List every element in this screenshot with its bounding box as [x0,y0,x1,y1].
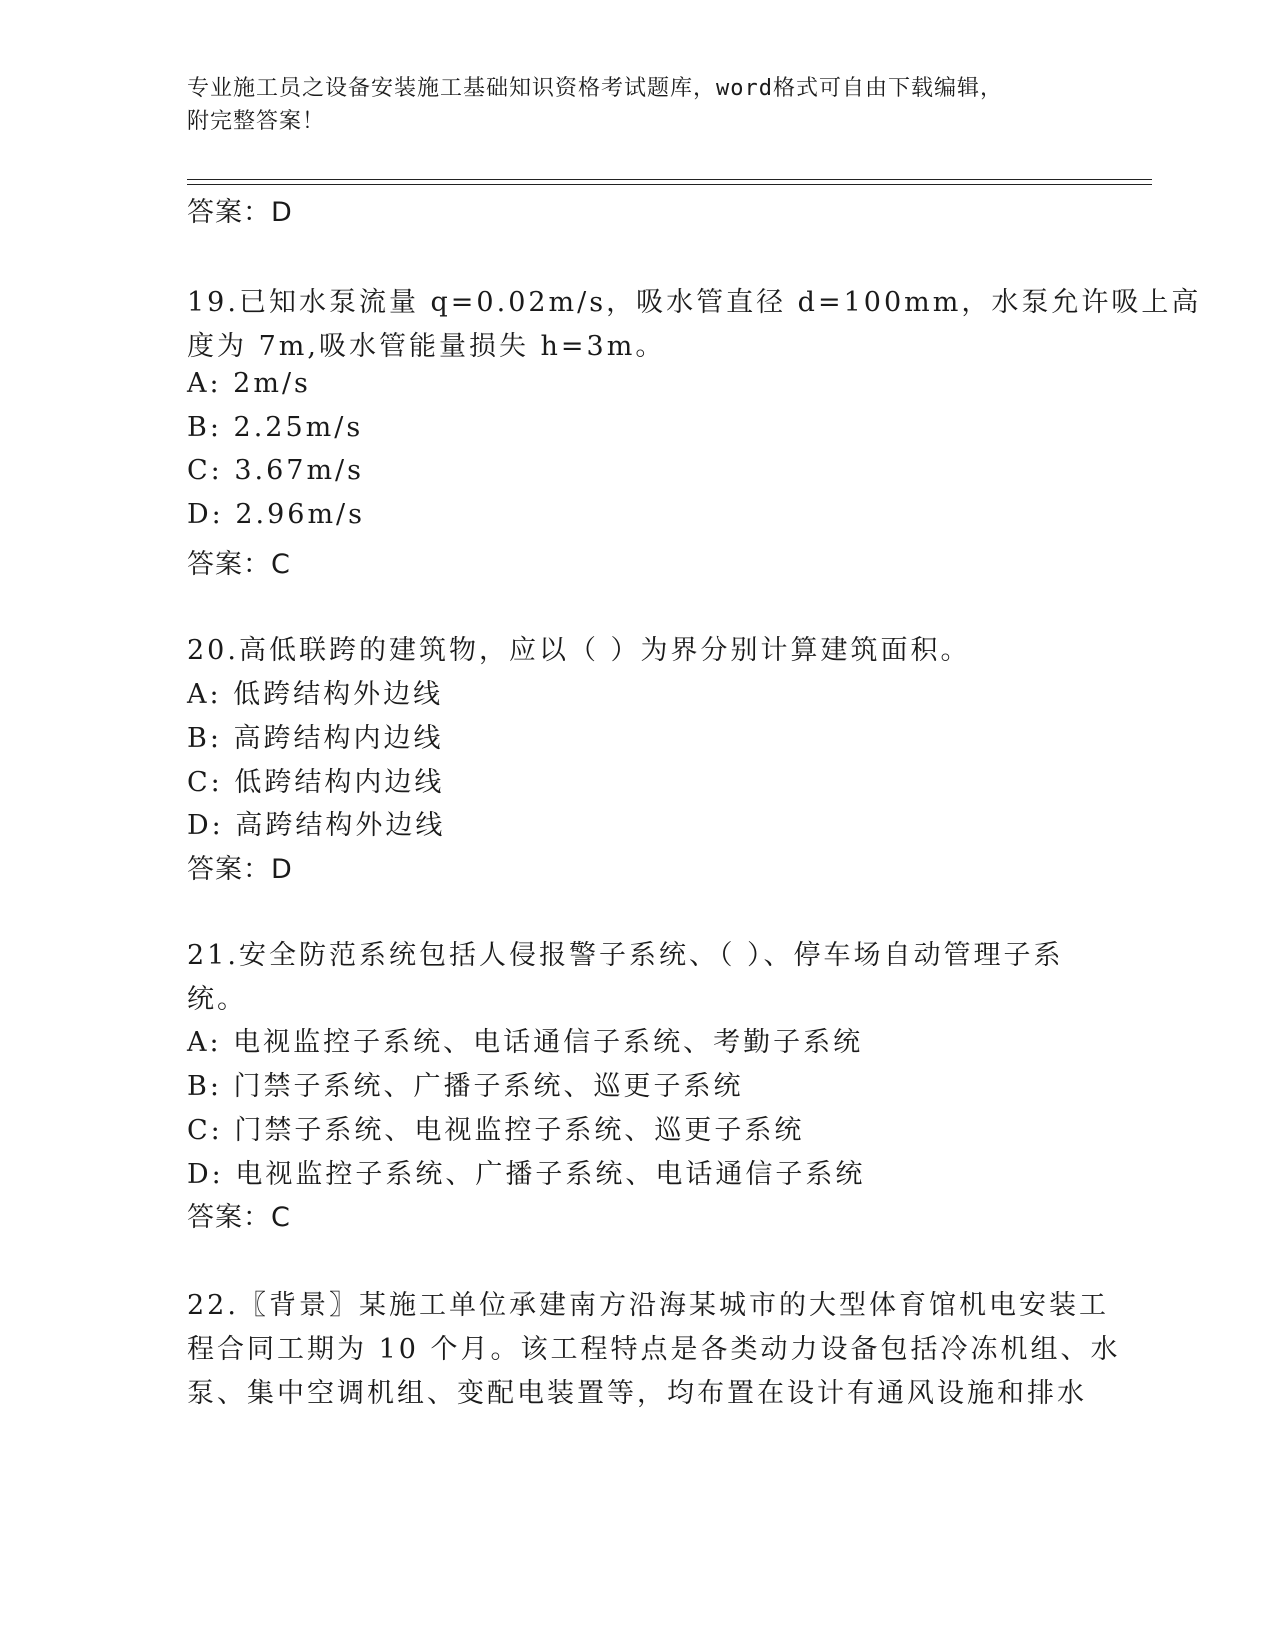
q20-answer: 答案：D [187,854,293,885]
header-line-2: 附完整答案！ [187,109,326,134]
q22-stem-line-1: 22.〖背景〗某施工单位承建南方沿海某城市的大型体育馆机电安装工 [187,1290,1109,1321]
q20-option-a: A: 低跨结构外边线 [187,679,444,710]
q21-option-d: D: 电视监控子系统、广播子系统、电话通信子系统 [187,1159,866,1190]
q21-option-b: B: 门禁子系统、广播子系统、巡更子系统 [187,1071,744,1102]
q19-option-d: D: 2.96m/s [187,499,365,530]
q20-option-c: C: 低跨结构内边线 [187,767,445,798]
q21-option-a: A: 电视监控子系统、电话通信子系统、考勤子系统 [187,1027,864,1058]
q22-stem-line-3: 泵、集中空调机组、变配电装置等，均布置在设计有通风设施和排水 [187,1378,1087,1409]
q19-answer: 答案：C [187,549,291,580]
answer-18: 答案：D [187,197,293,228]
header-line-1: 专业施工员之设备安装施工基础知识资格考试题库，word格式可自由下载编辑， [187,76,1003,101]
q21-answer: 答案：C [187,1202,291,1233]
q22-stem-line-2: 程合同工期为 10 个月。该工程特点是各类动力设备包括冷冻机组、水 [187,1334,1121,1365]
q19-option-a: A: 2m/s [187,368,311,399]
q19-stem-line-2: 度为 7m,吸水管能量损失 h=3m。 [187,331,666,362]
q20-stem-line-1: 20.高低联跨的建筑物，应以（ ）为界分别计算建筑面积。 [187,635,971,666]
q20-option-b: B: 高跨结构内边线 [187,723,444,754]
q21-option-c: C: 门禁子系统、电视监控子系统、巡更子系统 [187,1115,805,1146]
q19-stem-line-1: 19.已知水泵流量 q=0.02m/s，吸水管直径 d=100mm，水泵允许吸上高 [187,287,1202,318]
header-rule-bottom [187,184,1152,185]
header-rule-top [187,179,1152,180]
q19-option-c: C: 3.67m/s [187,455,365,486]
q19-option-b: B: 2.25m/s [187,412,364,443]
page-header [187,72,1067,138]
q21-stem-line-1: 21.安全防范系统包括人侵报警子系统、（ ）、停车场自动管理子系 [187,940,1064,971]
q20-option-d: D: 高跨结构外边线 [187,810,446,841]
q21-stem-line-2: 统。 [187,984,247,1015]
